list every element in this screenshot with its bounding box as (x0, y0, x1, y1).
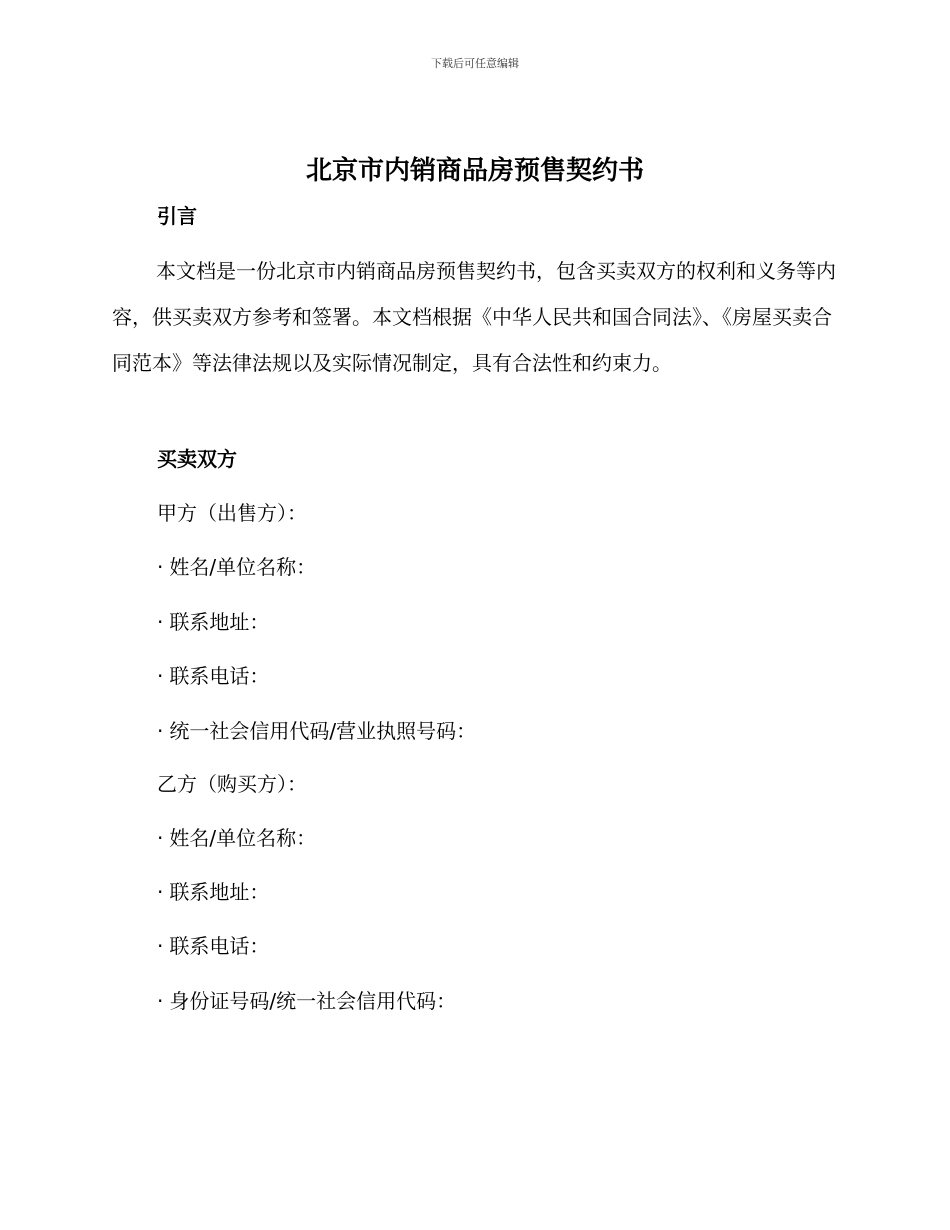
party-a-credit-code-field: · 统一社会信用代码/营业执照号码： (157, 715, 476, 744)
document-title: 北京市内销商品房预售契约书 (305, 156, 644, 186)
party-b-id-field: · 身份证号码/统一社会信用代码： (157, 985, 456, 1014)
party-a-name-field: · 姓名/单位名称： (157, 551, 316, 580)
intro-paragraph: 本文档是一份北京市内销商品房预售契约书，包含买卖双方的权利和义务等内容，供买卖双方参考和签署。本文档根据《中华人民共和国合同法》、《房屋买卖合同范本》等法律法规以及实际情况制定，具有合法性和约束力。 (112, 259, 836, 375)
party-b-name-field: · 姓名/单位名称： (157, 822, 316, 851)
intro-heading: 引言 (157, 204, 197, 228)
parties-heading: 买卖双方 (157, 447, 237, 471)
header-note: 下载后可任意编辑 (431, 57, 519, 70)
party-b-label: 乙方（购买方）： (157, 772, 307, 796)
party-b-phone-field: · 联系电话： (157, 930, 269, 959)
party-a-label: 甲方（出售方）： (157, 501, 307, 525)
party-a-address-field: · 联系地址： (157, 606, 269, 635)
party-a-phone-field: · 联系电话： (157, 660, 269, 689)
party-b-address-field: · 联系地址： (157, 876, 269, 905)
